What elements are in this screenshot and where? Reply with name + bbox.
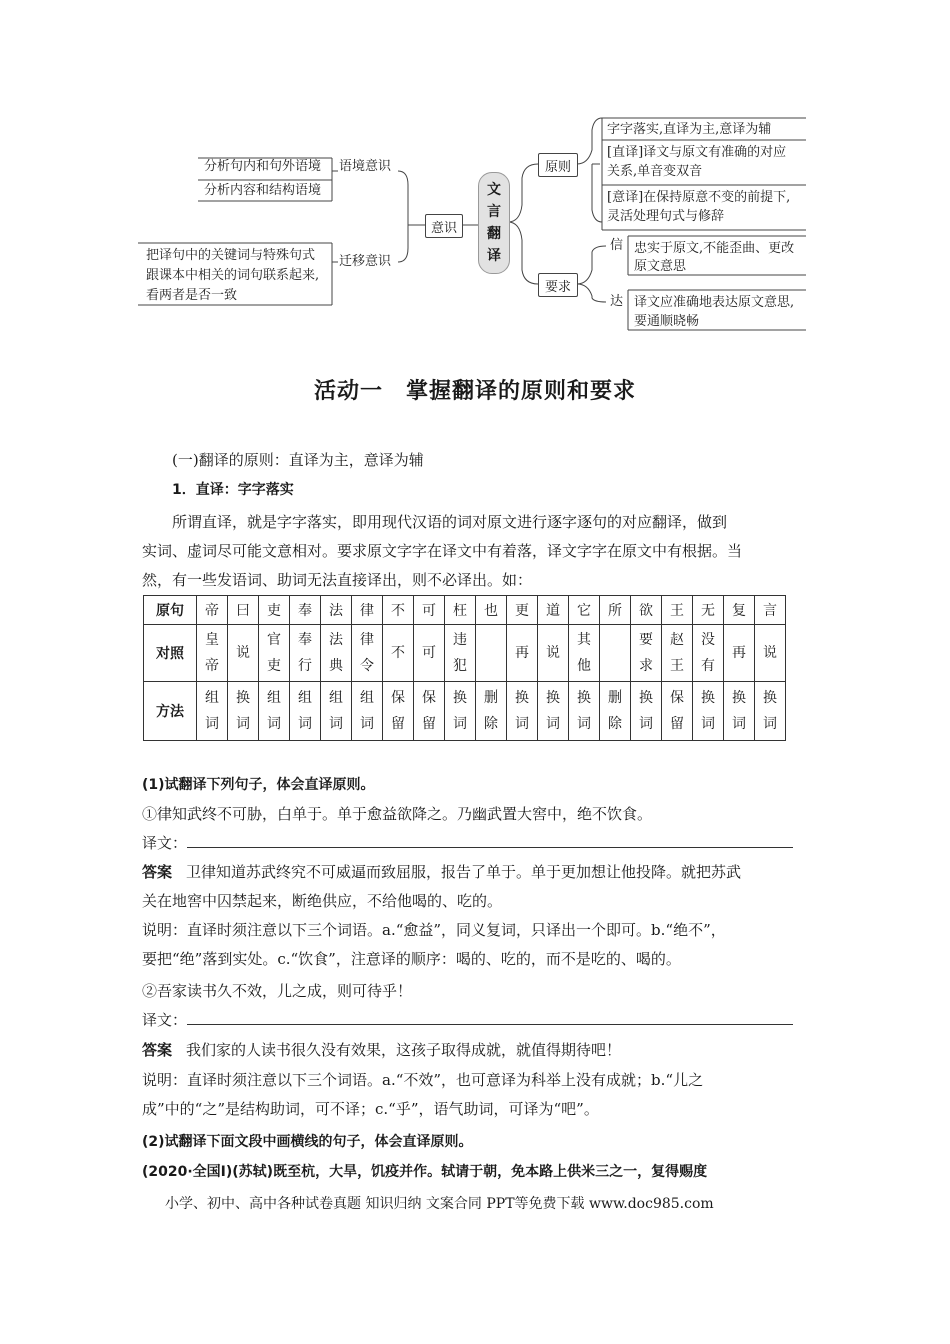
translation-blank-2[interactable] — [187, 1010, 793, 1025]
table-cell — [476, 625, 507, 682]
table-cell — [197, 682, 228, 741]
cell-text: 要求 — [639, 632, 653, 674]
cell-text: 法典 — [329, 632, 343, 674]
cell-text: 可 — [422, 603, 436, 619]
table-cell — [352, 625, 383, 682]
table-cell — [445, 682, 476, 741]
mindmap-qianyi-line-2: 跟课本中相关的词句联系起来, — [146, 268, 320, 283]
cell-text: 枉 — [453, 603, 467, 619]
cell-text: 奉 — [298, 603, 312, 619]
cell-text: 组词 — [298, 690, 312, 732]
table-row-contrast — [144, 625, 786, 682]
mindmap-hub-yishi: 意识 — [425, 214, 463, 238]
cell-text: 欲 — [639, 603, 653, 619]
mindmap-yuanze-item-3-line-1: [意译]在保持原意不变的前提下, — [607, 190, 791, 205]
cell-text: 吏 — [267, 603, 281, 619]
mindmap-center-char-1: 文 — [487, 182, 501, 198]
table-cell — [755, 625, 786, 682]
cell-text: 帝 — [205, 603, 219, 619]
cell-text: 组词 — [329, 690, 343, 732]
cell-text: 换词 — [639, 690, 653, 732]
table-cell — [724, 682, 755, 741]
mindmap-center-node — [478, 172, 510, 274]
cell-text: 换词 — [546, 690, 560, 732]
table-cell — [693, 682, 724, 741]
mindmap-qianyi-line-1: 把译句中的关键词与特殊句式 — [146, 248, 316, 263]
activity-title: 活动一 掌握翻译的原则和要求 — [313, 379, 636, 404]
table-cell — [569, 625, 600, 682]
mindmap-center-char-2: 言 — [487, 204, 501, 220]
cell-text: 保留 — [670, 690, 684, 732]
cell-text: 无 — [701, 603, 715, 619]
mindmap-yaoqiu-node: 要求 — [538, 273, 578, 297]
table-cell — [755, 682, 786, 741]
cell-text: 说 — [763, 645, 777, 661]
cell-text: 也 — [484, 603, 498, 619]
table-cell — [259, 625, 290, 682]
cell-text: 不 — [391, 603, 405, 619]
translation-label: 译文： — [142, 834, 188, 852]
section-heading: (一)翻译的原则：直译为主，意译为辅 — [172, 451, 424, 469]
answer-1-text: 卫律知道苏武终究不可威逼而致屈服，报告了单于。单于更加想让他投降。就把苏武 — [186, 863, 742, 881]
table-cell — [228, 682, 259, 741]
mindmap-da-line-2: 要通顺晓畅 — [634, 314, 700, 329]
table-cell — [352, 596, 383, 625]
table-cell — [631, 625, 662, 682]
question-1-sentence-1: ①律知武终不可胁，白单于。单于愈益欲降之。乃幽武置大窖中，绝不饮食。 — [142, 805, 653, 823]
cell-text: 王 — [670, 603, 684, 619]
table-cell — [538, 682, 569, 741]
mindmap-xin-line-1: 忠实于原文,不能歪曲、更改 — [634, 241, 795, 256]
translation-row-1 — [142, 831, 822, 855]
mindmap-center-char-4: 译 — [487, 248, 501, 264]
table-cell — [693, 625, 724, 682]
row-label: 方法 — [144, 682, 197, 741]
table-cell — [662, 596, 693, 625]
table-cell — [507, 625, 538, 682]
mindmap-xin-line-2: 原文意思 — [634, 259, 687, 274]
table-cell — [321, 625, 352, 682]
cell-text: 奉行 — [298, 632, 312, 674]
cell-text: 再 — [515, 645, 529, 661]
cell-text: 删除 — [484, 690, 498, 732]
cell-text: 言 — [763, 603, 777, 619]
cell-text: 律令 — [360, 632, 374, 674]
row-label: 原句 — [144, 596, 197, 625]
table-cell — [197, 625, 228, 682]
cell-text: 法 — [329, 603, 343, 619]
cell-text: 复 — [732, 603, 746, 619]
question-2-title: (2)试翻译下面文段中画横线的句子，体会直译原则。 — [142, 1134, 473, 1150]
comparison-table — [143, 595, 786, 741]
table-cell — [662, 625, 693, 682]
mindmap-da-line-1: 译文应准确地表达原文意思, — [634, 295, 795, 310]
table-cell — [383, 625, 414, 682]
table-cell — [507, 596, 538, 625]
cell-text: 保留 — [391, 690, 405, 732]
table-cell — [538, 596, 569, 625]
cell-text: 道 — [546, 603, 560, 619]
cell-text: 没有 — [701, 632, 715, 674]
mindmap-center-char-3: 翻 — [487, 226, 501, 242]
table-cell — [631, 682, 662, 741]
table-cell — [569, 682, 600, 741]
table-cell — [507, 682, 538, 741]
cell-text: 换词 — [701, 690, 715, 732]
table-cell — [662, 682, 693, 741]
cell-text: 保留 — [422, 690, 436, 732]
translation-row-2 — [142, 1008, 822, 1032]
table-cell — [600, 682, 631, 741]
table-cell — [724, 596, 755, 625]
row-label: 对照 — [144, 625, 197, 682]
table-cell — [352, 682, 383, 741]
answer-label: 答案 — [142, 1041, 173, 1059]
table-cell — [290, 625, 321, 682]
cell-text: 再 — [732, 645, 746, 661]
table-cell — [290, 682, 321, 741]
cell-text: 换词 — [732, 690, 746, 732]
mindmap-connectors — [0, 0, 950, 340]
page-footer: 小学、初中、高中各种试卷真题 知识归纳 文案合同 PPT等免费下载 www.doc985.com — [165, 1196, 714, 1212]
cell-text: 说 — [546, 645, 560, 661]
mindmap-qianyi-line-3: 看两者是否一致 — [146, 288, 238, 303]
table-row-original — [144, 596, 786, 625]
cell-text: 官吏 — [267, 632, 281, 674]
cell-text: 换词 — [236, 690, 250, 732]
cell-text: 组词 — [205, 690, 219, 732]
mindmap-yujing-item-2: 分析内容和结构语境 — [204, 183, 322, 198]
table-cell — [445, 596, 476, 625]
cell-text: 可 — [422, 645, 436, 661]
note-1-line-1: 说明：直译时须注意以下三个词语。a.“愈益”，同义复词，只译出一个即可。b.“绝不”， — [142, 921, 726, 939]
cell-text: 不 — [391, 645, 405, 661]
cell-text: 曰 — [236, 603, 250, 619]
cell-text: 说 — [236, 645, 250, 661]
table-cell — [445, 625, 476, 682]
table-cell — [228, 596, 259, 625]
note-2-line-1: 说明：直译时须注意以下三个词语。a.“不效”，也可意译为科举上没有成就；b.“儿之 — [142, 1071, 704, 1089]
cell-text: 组词 — [360, 690, 374, 732]
mindmap-yuanze-node: 原则 — [538, 153, 578, 177]
cell-text: 皇帝 — [205, 632, 219, 674]
table-cell — [290, 596, 321, 625]
intro-line-3: 然，有一些发语词、助词无法直接译出，则不必译出。如： — [142, 571, 533, 589]
note-1-line-2: 要把“绝”落到实处。c.“饮食”，注意译的顺序：喝的、吃的，而不是吃的、喝的。 — [142, 950, 681, 968]
table-cell — [383, 682, 414, 741]
note-2-line-2: 成”中的“之”是结构助词，可不译；c.“乎”，语气助词，可译为“吧”。 — [142, 1100, 599, 1118]
cell-text: 违犯 — [453, 632, 467, 674]
question-1-title: (1)试翻译下列句子，体会直译原则。 — [142, 777, 375, 793]
table-cell — [197, 596, 228, 625]
table-cell — [321, 596, 352, 625]
mindmap-yuanze-item-1: 字字落实,直译为主,意译为辅 — [607, 122, 772, 137]
mindmap-da-label: 达 — [610, 294, 624, 309]
table-cell — [414, 625, 445, 682]
cell-text: 换词 — [763, 690, 777, 732]
table-cell — [259, 596, 290, 625]
table-cell — [259, 682, 290, 741]
table-cell — [414, 596, 445, 625]
mindmap-yujing-item-1: 分析句内和句外语境 — [204, 159, 322, 174]
answer-2-text: 我们家的人读书很久没有效果，这孩子取得成就，就值得期待吧！ — [186, 1041, 622, 1059]
cell-text: 律 — [360, 603, 374, 619]
table-cell — [538, 625, 569, 682]
table-row-method — [144, 682, 786, 741]
cell-text: 更 — [515, 603, 529, 619]
translation-blank-1[interactable] — [187, 833, 793, 848]
cell-text: 赵王 — [670, 632, 684, 674]
mindmap-yujing-label: 语境意识 — [339, 159, 392, 174]
subsection-heading: 1．直译：字字落实 — [172, 482, 294, 498]
intro-line-1: 所谓直译，就是字字落实，即用现代汉语的词对原文进行逐字逐句的对应翻译，做到 — [172, 513, 728, 531]
translation-label: 译文： — [142, 1011, 188, 1029]
table-cell — [755, 596, 786, 625]
cell-text: 换词 — [577, 690, 591, 732]
table-cell — [228, 625, 259, 682]
table-cell — [476, 682, 507, 741]
mindmap-qianyi-label: 迁移意识 — [339, 254, 392, 269]
table-cell — [631, 596, 662, 625]
answer-1-line-1 — [142, 860, 822, 884]
table-cell — [724, 625, 755, 682]
cell-text: 删除 — [608, 690, 622, 732]
mindmap-xin-label: 信 — [610, 238, 624, 253]
answer-2-line — [142, 1038, 822, 1062]
table-cell — [693, 596, 724, 625]
cell-text: 换词 — [453, 690, 467, 732]
cell-text: 组词 — [267, 690, 281, 732]
cell-text: 所 — [608, 603, 622, 619]
table-cell — [569, 596, 600, 625]
question-2-source: (2020·全国Ⅰ)(苏轼)既至杭，大旱，饥疫并作。轼请于朝，免本路上供米三之一，复得赐度 — [142, 1164, 708, 1180]
table-cell — [414, 682, 445, 741]
intro-line-2: 实词、虚词尽可能文意相对。要求原文字字在译文中有着落，译文字字在原文中有根据。当 — [142, 542, 743, 560]
mindmap-yuanze-item-2-line-2: 关系,单音变双音 — [607, 164, 703, 179]
table-cell — [383, 596, 414, 625]
cell-text: 换词 — [515, 690, 529, 732]
cell-text: 其他 — [577, 632, 591, 674]
answer-1-line-2: 关在地窖中囚禁起来，断绝供应，不给他喝的、吃的。 — [142, 892, 503, 910]
answer-label: 答案 — [142, 863, 173, 881]
question-1-sentence-2: ②吾家读书久不效，儿之成，则可待乎！ — [142, 982, 413, 1000]
mindmap-yuanze-item-3-line-2: 灵活处理句式与修辞 — [607, 209, 725, 224]
cell-text: 它 — [577, 603, 591, 619]
table-cell — [600, 625, 631, 682]
table-cell — [600, 596, 631, 625]
table-cell — [321, 682, 352, 741]
table-cell — [476, 596, 507, 625]
mindmap-yuanze-item-2-line-1: [直译]译文与原文有准确的对应 — [607, 145, 787, 160]
